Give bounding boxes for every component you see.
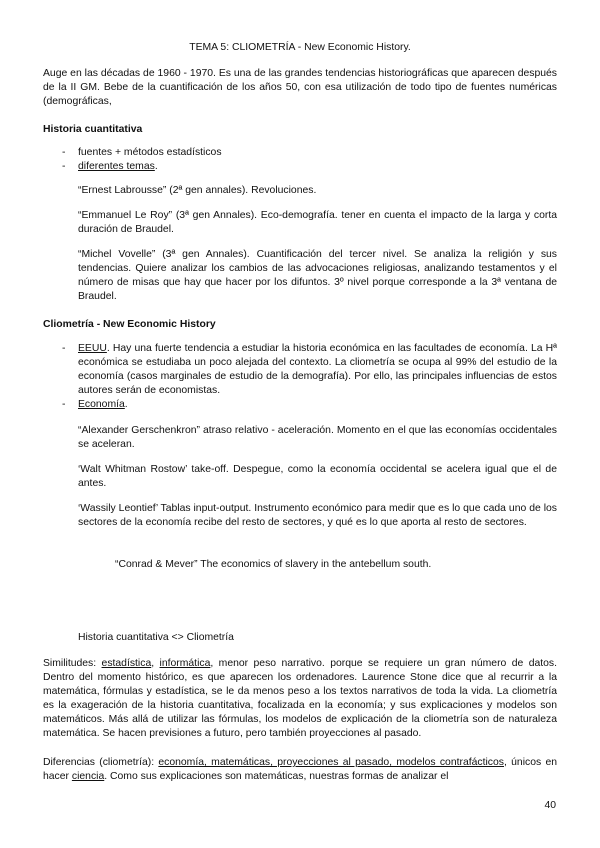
page-title: TEMA 5: CLIOMETRÍA - New Economic History. [189,42,411,53]
paragraph-diferencias [43,756,557,784]
paragraph-rostow: ‘Walt Whitman Rostow’ take-off. Despegue, como la economía occidental se acelera igual que el de antes. [78,464,557,489]
underlined-text: diferentes temas [78,161,155,172]
underlined-text: estadística [101,658,152,669]
section-heading-cliometria: Cliometría - New Economic History [43,319,216,330]
diferencias-text: . Como sus explicaciones son matemáticas, nuestras formas de analizar el [104,771,449,782]
bullet-dash: - [62,399,66,410]
diferencias-mid: , únicos en hacer [43,757,558,782]
bullet-dash: - [62,343,66,354]
paragraph-similitudes [43,657,557,741]
underlined-text: ciencia [71,771,105,782]
page-number: 40 [544,800,556,811]
underlined-text: EEUU [78,343,107,354]
underlined-text: informática [159,658,211,669]
paragraph-vovelle: “Michel Vovelle” (3ª gen Annales). Cuantificación del tercer nivel. Se analiza la religión y sus tendencias. Quiere analizar los cambios de las advocaciones religiosas, analizando testamentos y el número de misas que hay que hacer por los difuntos. 3º nivel porque corresponde a la 3ª ventana de Braudel. [78,249,557,302]
section-heading-comparacion: Historia cuantitativa <> Cliometría [78,632,234,643]
similitudes-text: , menor peso narrativo. porque se requiere un gran número de datos. Dentro del momento histórico, es que aparecen los ordenadores. Laurence Stone dice que al recurrir a la matemática, fórmulas y estadística, se le da menos peso a los textos narrativos de toda la vida. La cliometría es la exageración de la historia cuantitativa, focalizada en la economía; y sus explicaciones y modelos son matemáticos. Más allá de utilizar las fórmulas, los modelos de explicación de la cliometría son de naturaleza matemática. Se hacen previsiones a futuro, pero también proyecciones al pasado. [43,658,558,739]
bullet-eeuu [78,342,557,398]
paragraph-leontief: ‘Wassily Leontief’ Tablas input-output. Instrumento económico para medir que es lo que cada uno de los sectores de la economía recibe del resto de sectores, y qué es lo que aporta al resto de sectores. [78,503,557,528]
similitudes-label: Similitudes: [43,658,102,669]
punctuation: . [154,161,158,172]
diferencias-label: Diferencias (cliometría): [43,757,159,768]
underlined-text: Economía [78,399,125,410]
paragraph-conrad-mever: “Conrad & Mever” The economics of slavery in the antebellum south. [115,559,432,570]
bullet-fuentes: fuentes + métodos estadísticos [78,147,222,158]
bullet-dash: - [62,161,66,172]
underlined-text: economía, matemáticas, proyecciones al pasado, modelos contrafácticos [158,757,504,768]
bullet-diferentes-temas [78,160,158,174]
paragraph-le-roy: “Emmanuel Le Roy” (3ª gen Annales). Eco-demografía. tener en cuenta el impacto de la larga y corta duración de Braudel. [78,210,557,235]
paragraph-gerschenkron: “Alexander Gerschenkron” atraso relativo - aceleración. Momento en el que las economías occidentales se aceleran. [78,425,557,450]
bullet-dash: - [62,147,66,158]
paragraph-labrousse: “Ernest Labrousse” (2ª gen annales). Revoluciones. [78,185,317,196]
bullet-economia [78,398,128,412]
intro-paragraph: Auge en las décadas de 1960 - 1970. Es una de las grandes tendencias historiográficas que aparecen después de la II GM. Bebe de la cuantificación de los años 50, con esa utilización de todo tipo de fuentes numéricas (demográficas, [43,68,557,107]
section-heading-historia-cuantitativa: Historia cuantitativa [43,124,143,135]
separator: , [151,658,160,669]
punctuation: . [124,399,128,410]
bullet-eeuu-text: . Hay una fuerte tendencia a estudiar la historia económica en las facultades de economía. La Hª económica se estudiaba un poco alejada del contexto. La cliometría se ocupa al 99% del estudio de la economía (casos marginales de estudio de la demografía). Por ello, las principales influencias de estos autores serán de economistas. [78,343,557,396]
